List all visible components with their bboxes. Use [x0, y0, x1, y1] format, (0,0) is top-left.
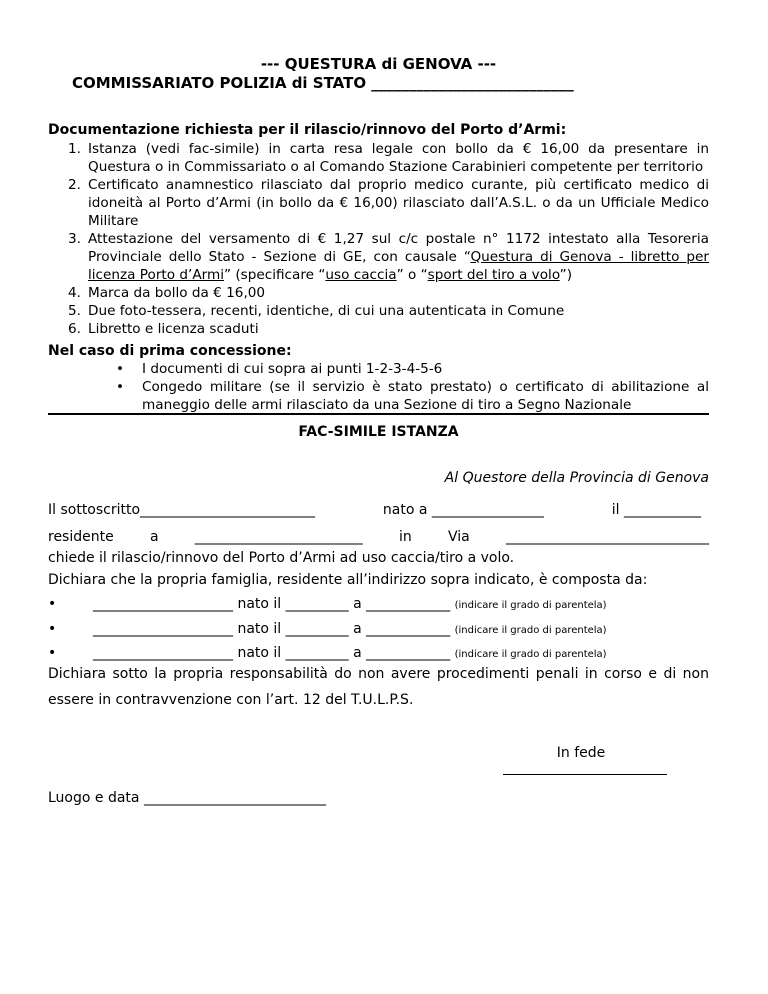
- documents-list: [48, 140, 709, 338]
- line-sottoscritto: Il sottoscritto_________________________ nato a ________________ il ___________: [48, 502, 701, 518]
- list-item: 3. Attestazione del versamento di € 1,27 sul c/c postale n° 1172 intestato alla Tesoreria Provinciale dello Stato - Sezione di GE, con causale “Questura di Genova - libretto per licenza Porto d’Armi” (specificare “uso caccia” o “sport del tiro a volo”): [68, 231, 710, 283]
- list-item: 2. Certificato anamnestico rilasciato dal proprio medico curante, più certificato medico di idoneità al Porto d’Armi (in bollo da € 16,00) rilasciato dall’A.S.L. o da un Ufficiale Medico Militare: [68, 177, 709, 229]
- declaration-line-2: essere in contravvenzione con l’art. 12 del T.U.L.P.S.: [48, 692, 414, 708]
- first-concession-title: Nel caso di prima concessione:: [48, 343, 292, 359]
- signature-line: [503, 774, 667, 775]
- addressee: Al Questore della Provincia di Genova: [444, 470, 709, 486]
- documents-title: Documentazione richiesta per il rilascio/rinnovo del Porto d’Armi:: [48, 122, 567, 138]
- header-questura: --- QUESTURA di GENOVA ---: [260, 55, 497, 73]
- section-divider: [48, 413, 709, 415]
- list-item: 1. Istanza (vedi fac-simile) in carta resa legale con bollo da € 16,00 da presentare in Questura o in Commissariato o al Comando Stazione Carabinieri competente per territorio: [68, 141, 709, 175]
- first-concession-list: [48, 360, 709, 414]
- line-chiede: chiede il rilascio/rinnovo del Porto d’Armi ad uso caccia/tiro a volo.: [48, 550, 515, 566]
- header-commissariato: COMMISSARIATO POLIZIA di STATO ___________________________: [72, 74, 574, 92]
- list-item: • I documenti di cui sopra ai punti 1-2-3-4-5-6: [142, 360, 709, 378]
- list-item: 4. Marca da bollo da € 16,00: [68, 285, 266, 301]
- line-residente: residente a ________________________ in Via _____________________________: [48, 529, 709, 545]
- bullet-icon: •: [48, 645, 57, 661]
- list-item: • Congedo militare (se il servizio è stato prestato) o certificato di abilitazione al maneggio delle armi rilasciato da una Sezione di tiro a Segno Nazionale: [142, 378, 709, 414]
- line-dichiara-famiglia: Dichiara che la propria famiglia, residente all’indirizzo sopra indicato, è composta da:: [48, 572, 648, 588]
- uso-caccia-underlined: uso caccia: [325, 267, 397, 283]
- luogo-data-line: Luogo e data __________________________: [48, 790, 326, 806]
- bullet-icon: •: [48, 621, 57, 637]
- list-item: 6. Libretto e licenza scaduti: [68, 321, 259, 337]
- declaration-line-1: Dichiara sotto la propria responsabilità do non avere procedimenti penali in corso e di non: [48, 666, 709, 682]
- causale-underlined: Questura di Genova - libretto per licenza Porto d’Armi: [88, 249, 710, 283]
- list-item: 5. Due foto-tessera, recenti, identiche, di cui una autenticata in Comune: [68, 303, 565, 319]
- form-title: FAC-SIMILE ISTANZA: [298, 424, 459, 440]
- bullet-icon: •: [48, 596, 57, 612]
- in-fede-label: In fede: [556, 745, 606, 761]
- sport-tiro-underlined: sport del tiro a volo: [427, 267, 560, 283]
